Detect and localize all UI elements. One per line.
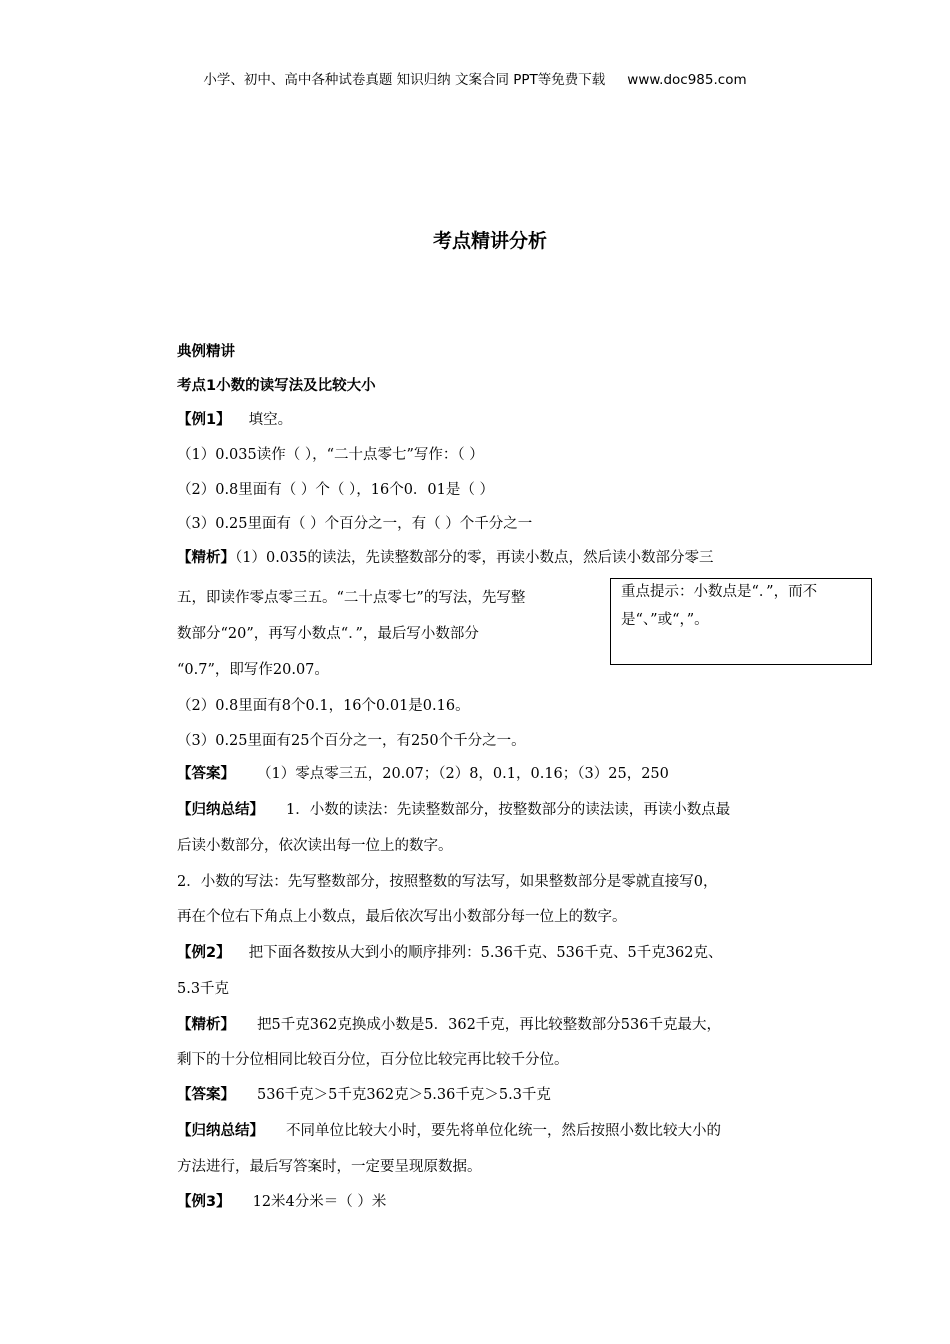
- ex3-line: [177, 1192, 386, 1212]
- ex1-analysis-line5: （2）0.8里面有8个0.1，16个0.01是0.16。: [177, 698, 470, 714]
- ex1-summary-line3: 2．小数的写法：先写整数部分，按照整数的写法写，如果整数部分是零就直接写0，: [177, 874, 718, 890]
- tip-line2: 是“、”或“，”。: [621, 612, 709, 628]
- ex2-analysis-text1: 把5千克362克换成小数是5．362千克，再比较整数部分536千克最大，: [257, 1017, 721, 1033]
- ex1-q3: （3）0.25里面有（ ）个百分之一，有（ ）个千分之一: [177, 516, 533, 532]
- ex2-analysis-line1: [177, 1015, 721, 1035]
- ex1-analysis-line4: “0.7”，即写作20.07。: [177, 662, 329, 678]
- ex2-analysis-label: 【精析】: [177, 1017, 235, 1033]
- page-header: [0, 68, 950, 88]
- ex1-summary-line4: 再在个位右下角点上小数点，最后依次写出小数部分每一位上的数字。: [177, 909, 627, 925]
- ex1-analysis-line2: 五，即读作零点零三五。“二十点零七”的写法，先写整: [177, 590, 526, 606]
- page-title: 考点精讲分析: [432, 230, 547, 252]
- ex3-label: 【例3】: [177, 1194, 231, 1210]
- ex1-answer-text: （1）零点零三五，20.07；（2）8，0.1，0.16；（3）25，250: [257, 766, 669, 782]
- ex1-answer-label: 【答案】: [177, 766, 235, 782]
- ex1-label: 【例1】: [177, 412, 231, 428]
- ex1-line: [177, 410, 292, 430]
- ex2-text: 把下面各数按从大到小的顺序排列：5.36千克、536千克、5千克362克、: [248, 945, 723, 961]
- header-site[interactable]: www.doc985.com: [627, 72, 747, 88]
- ex1-summary-label: 【归纳总结】: [177, 802, 264, 818]
- section-heading: 典例精讲: [177, 344, 235, 360]
- ex2-line: [177, 943, 722, 963]
- ex2-label: 【例2】: [177, 945, 231, 961]
- ex1-analysis-text1: （1）0.035的读法，先读整数部分的零，再读小数点，然后读小数部分零三: [235, 550, 714, 566]
- ex2-line2: 5.3千克: [177, 981, 230, 997]
- ex1-text: 填空。: [248, 412, 293, 428]
- ex2-summary-label: 【归纳总结】: [177, 1123, 264, 1139]
- tip-box: [610, 578, 872, 665]
- ex3-text: 12米4分米＝（ ）米: [252, 1194, 387, 1210]
- ex1-q1: （1）0.035读作（ ），“二十点零七”写作：（ ）: [177, 447, 484, 463]
- ex1-analysis-line3: 数部分“20”，再写小数点“．”，最后写小数部分: [177, 626, 479, 642]
- ex1-summary-line1: [177, 800, 730, 820]
- ex2-summary-line1: [177, 1121, 721, 1141]
- header-text: 小学、初中、高中各种试卷真题 知识归纳 文案合同 PPT等免费下载: [203, 72, 606, 88]
- ex2-summary-line2: 方法进行，最后写答案时，一定要呈现原数据。: [177, 1159, 482, 1175]
- kaodian-heading: 考点1小数的读写法及比较大小: [177, 378, 376, 394]
- ex1-analysis-line6: （3）0.25里面有25个百分之一，有250个千分之一。: [177, 733, 526, 749]
- ex1-answer: [177, 764, 669, 784]
- ex1-analysis-line1: [177, 548, 713, 568]
- ex2-analysis-line2: 剩下的十分位相同比较百分位，百分位比较完再比较千分位。: [177, 1052, 569, 1068]
- ex1-analysis-label: 【精析】: [177, 550, 235, 566]
- ex1-summary-line2: 后读小数部分，依次读出每一位上的数字。: [177, 838, 453, 854]
- ex2-answer-label: 【答案】: [177, 1087, 235, 1103]
- tip-line1: 重点提示：小数点是“．”，而不: [621, 584, 818, 600]
- ex2-answer: [177, 1085, 551, 1105]
- ex1-q2: （2）0.8里面有（ ）个（ ），16个0．01是（ ）: [177, 482, 494, 498]
- ex1-summary-text1: 1．小数的读法：先读整数部分，按整数部分的读法读，再读小数点最: [286, 802, 731, 818]
- ex2-summary-text1: 不同单位比较大小时，要先将单位化统一，然后按照小数比较大小的: [286, 1123, 721, 1139]
- ex2-answer-text: 536千克＞5千克362克＞5.36千克＞5.3千克: [257, 1087, 551, 1103]
